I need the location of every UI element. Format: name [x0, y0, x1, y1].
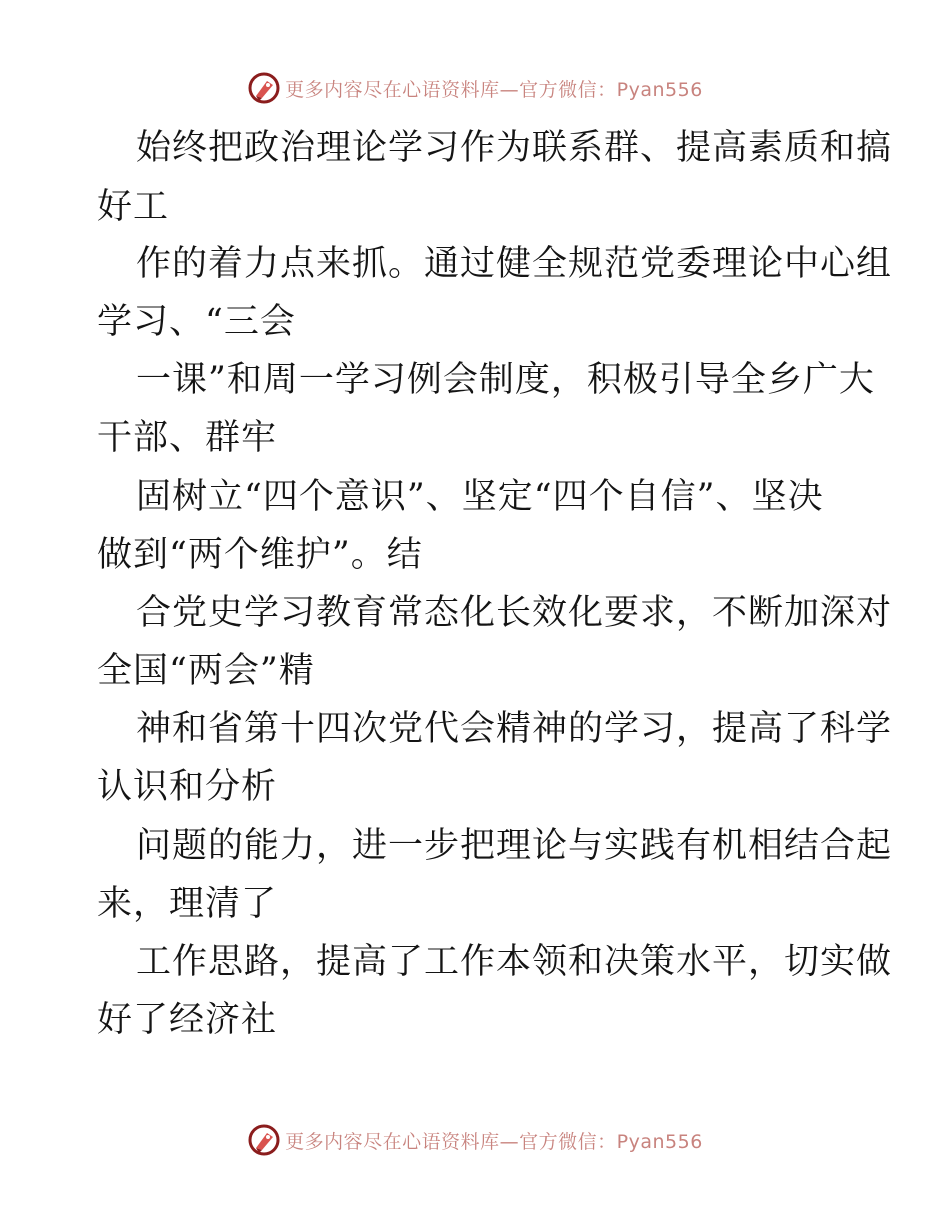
header-watermark-text: 更多内容尽在心语资料库—官方微信：Pyan556 — [285, 78, 703, 101]
text-line: 问题的能力，进一步把理论与实践有机相结合起 — [136, 826, 893, 866]
text-line: 学习、“三会 — [97, 302, 296, 342]
text-line: 好了经济社 — [97, 1000, 278, 1040]
text-line: 神和省第十四次党代会精神的学习，提高了科学 — [136, 709, 893, 749]
text-line: 工作思路，提高了工作本领和决策水平，切实做 — [136, 942, 893, 982]
text-line: 始终把政治理论学习作为联系群、提高素质和搞 — [136, 128, 893, 168]
footer-watermark-text: 更多内容尽在心语资料库—官方微信：Pyan556 — [285, 1130, 703, 1153]
text-line: 固树立“四个意识”、坚定“四个自信”、坚决 — [136, 477, 824, 517]
text-line: 来，理清了 — [97, 884, 278, 924]
text-line: 干部、群牢 — [97, 418, 278, 458]
text-line: 作的着力点来抓。通过健全规范党委理论中心组 — [136, 244, 893, 284]
text-line: 一课”和周一学习例会制度，积极引导全乡广大 — [136, 360, 875, 400]
footer-watermark — [0, 1120, 950, 1160]
text-line: 好工 — [97, 187, 170, 227]
header-watermark — [0, 68, 950, 108]
pen-nib-circle-logo-icon — [247, 71, 281, 105]
text-line: 认识和分析 — [97, 767, 278, 807]
text-line: 全国“两会”精 — [97, 651, 315, 691]
pen-nib-circle-logo-icon — [247, 1123, 281, 1157]
text-line: 做到“两个维护”。结 — [97, 535, 423, 575]
text-line: 合党史学习教育常态化长效化要求，不断加深对 — [136, 593, 893, 633]
